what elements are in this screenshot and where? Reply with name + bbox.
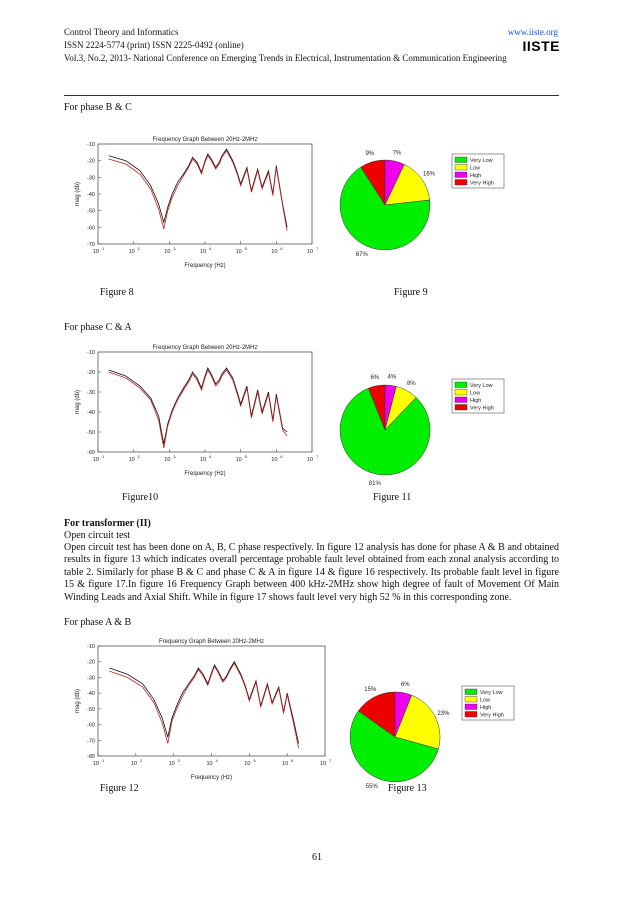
- journal-name: Control Theory and Informatics: [64, 27, 179, 37]
- pie-value-label: 8%: [406, 380, 416, 387]
- y-tick-label: -80: [87, 754, 95, 760]
- pie-value-label: 4%: [387, 374, 397, 381]
- x-tick-exponent: 1: [102, 246, 105, 251]
- y-axis-label: mag (db): [75, 688, 81, 714]
- x-tick-label: 10: [128, 457, 135, 463]
- x-tick-label: 10: [199, 457, 207, 463]
- y-tick-label: -30: [87, 175, 95, 182]
- figure-caption-9: Figure 9: [394, 287, 428, 298]
- legend-swatch: [465, 689, 477, 695]
- legend-swatch: [455, 405, 467, 411]
- journal-url[interactable]: www.iiste.org: [507, 27, 558, 37]
- x-tick-exponent: 2: [137, 454, 140, 459]
- y-tick-label: -30: [87, 390, 95, 396]
- x-tick-label: 10: [164, 249, 171, 255]
- legend-swatch: [455, 172, 467, 178]
- pie-value-label: 15%: [364, 687, 377, 693]
- x-tick-label: 10: [306, 249, 314, 255]
- y-tick-label: -60: [87, 722, 95, 729]
- y-tick-label: -50: [87, 208, 95, 215]
- section-label-ca: For phase C & A: [64, 322, 132, 333]
- figure-caption-10: Figure10: [122, 492, 159, 503]
- y-tick-label: -10: [87, 142, 95, 148]
- x-axis-label: Frequency (Hz): [184, 471, 226, 477]
- x-tick-exponent: 6: [291, 758, 294, 763]
- pie-value-label: 55%: [365, 783, 378, 790]
- figure-caption-11: Figure 11: [373, 492, 412, 503]
- y-tick-label: -60: [87, 225, 95, 232]
- x-tick-exponent: 2: [139, 758, 143, 763]
- x-tick-exponent: 7: [329, 758, 332, 763]
- x-tick-exponent: 4: [215, 758, 218, 763]
- y-tick-label: -40: [87, 192, 95, 198]
- x-tick-label: 10: [271, 457, 278, 463]
- y-tick-label: -50: [87, 430, 95, 436]
- x-tick-exponent: 5: [244, 246, 247, 251]
- y-tick-label: -30: [87, 675, 95, 682]
- y-tick-label: -40: [87, 691, 95, 698]
- x-tick-label: 10: [271, 249, 278, 255]
- x-tick-exponent: 6: [280, 454, 283, 459]
- legend-label: Very Low: [470, 383, 493, 389]
- transformer-subheading: Open circuit test: [64, 530, 131, 541]
- issn-line: ISSN 2224-5774 (print) ISSN 2225-0492 (online): [64, 40, 244, 50]
- frequency-graph-fig12: [68, 634, 333, 784]
- legend-label: Low: [470, 165, 481, 172]
- legend-label: High: [480, 705, 492, 711]
- legend-label: Very Low: [470, 158, 493, 164]
- x-tick-label: 10: [206, 761, 213, 767]
- x-tick-exponent: 6: [280, 246, 283, 251]
- x-tick-exponent: 5: [244, 454, 247, 459]
- y-tick-label: -10: [87, 350, 95, 356]
- x-tick-label: 10: [92, 249, 100, 255]
- y-axis-label: mag (db): [75, 389, 81, 415]
- x-tick-exponent: 4: [209, 454, 212, 459]
- x-tick-label: 10: [319, 761, 327, 767]
- x-tick-label: 10: [282, 761, 289, 767]
- transformer-paragraph: Open circuit test has been done on A, B, C phase respectively. In figure 12 analysis has done for phase A & B and obtained results in figure 13 which indicates overall percentage probable fault level obtained from each zonal analysis according to table 2. Similarly for phase B & C and phase C & A in figure 14 & figure 16 respectively. Its probable fault level in figure 15 & figure 17.In figure 16 Frequency Graph between 400 kHz-2MHz show high degree of fault of Movement Of Main Winding Leads and Axial Shift. While in figure 17 shows fault level very high 52 % in this corresponding zone.: [64, 542, 559, 603]
- legend-swatch: [455, 165, 467, 171]
- legend-label: Very Low: [480, 690, 503, 696]
- legend-swatch: [455, 397, 467, 403]
- page-number: 61: [312, 852, 322, 863]
- x-tick-exponent: 1: [102, 758, 105, 763]
- x-tick-exponent: 7: [316, 246, 319, 251]
- x-tick-label: 10: [130, 761, 137, 767]
- x-axis-label: Frequency (Hz): [190, 775, 233, 781]
- iiste-logo: IISTE: [522, 38, 560, 54]
- section-label-ab: For phase A & B: [64, 617, 132, 628]
- legend-label: Low: [470, 390, 481, 397]
- legend-swatch: [465, 697, 477, 703]
- y-tick-label: -40: [87, 410, 95, 416]
- legend-label: High: [470, 398, 482, 404]
- x-tick-exponent: 7: [316, 454, 319, 459]
- transformer-heading: For transformer (II): [64, 518, 151, 529]
- legend-swatch: [455, 180, 467, 186]
- y-tick-label: -50: [87, 706, 95, 713]
- x-tick-label: 10: [128, 249, 135, 255]
- legend-swatch: [455, 157, 467, 163]
- x-tick-label: 10: [235, 249, 242, 255]
- x-tick-exponent: 4: [209, 246, 212, 251]
- legend-label: Very High: [480, 712, 504, 719]
- y-tick-label: -20: [87, 659, 95, 666]
- frequency-graph-fig10: [68, 340, 320, 480]
- x-tick-label: 10: [235, 457, 242, 463]
- plot-area: [98, 352, 312, 452]
- y-axis-label: mag (db): [75, 181, 81, 207]
- pie-value-label: 81%: [368, 481, 381, 487]
- y-tick-label: -20: [87, 370, 95, 376]
- chart-title: Frequency Graph Between 20Hz-2MHz: [152, 137, 258, 143]
- x-tick-label: 10: [168, 761, 175, 767]
- y-tick-label: -60: [87, 450, 95, 456]
- x-tick-exponent: 1: [102, 454, 105, 459]
- section-label-bc: For phase B & C: [64, 102, 132, 113]
- y-tick-label: -70: [87, 242, 95, 248]
- pie-value-label: 9%: [365, 151, 375, 158]
- figure-caption-13: Figure 13: [388, 783, 427, 794]
- x-tick-label: 10: [306, 457, 314, 463]
- pie-value-label: 7%: [392, 150, 402, 157]
- x-tick-label: 10: [92, 761, 100, 767]
- pie-value-label: 16%: [422, 171, 436, 178]
- y-tick-label: -70: [87, 738, 95, 745]
- pie-value-label: 67%: [355, 251, 368, 258]
- x-tick-exponent: 5: [253, 758, 256, 763]
- chart-title: Frequency Graph Between 20Hz-2MHz: [152, 345, 258, 351]
- pie-chart-fig11: [330, 374, 560, 487]
- x-tick-exponent: 3: [173, 454, 176, 459]
- y-tick-label: -10: [87, 644, 95, 650]
- x-axis-label: Frequency (Hz): [184, 263, 226, 269]
- x-tick-label: 10: [244, 761, 251, 767]
- legend-label: High: [470, 173, 482, 179]
- x-tick-exponent: 3: [177, 758, 180, 763]
- x-tick-exponent: 3: [173, 246, 176, 251]
- figure-caption-12: Figure 12: [100, 783, 139, 794]
- legend-swatch: [455, 390, 467, 396]
- x-tick-label: 10: [164, 457, 171, 463]
- pie-value-label: 6%: [370, 375, 380, 381]
- chart-title: Frequency Graph Between 20Hz-2MHz: [158, 639, 265, 645]
- pie-value-label: 23%: [437, 711, 450, 717]
- legend-label: Low: [480, 697, 491, 704]
- plot-area: [98, 144, 312, 244]
- frequency-graph-fig8: [68, 132, 320, 272]
- legend-swatch: [455, 382, 467, 388]
- pie-chart-fig9: [330, 150, 560, 258]
- y-tick-label: -20: [87, 158, 95, 165]
- header-rule: [64, 95, 559, 96]
- plot-area: [98, 646, 325, 756]
- legend-swatch: [465, 712, 477, 718]
- x-tick-exponent: 2: [137, 246, 140, 251]
- legend-label: Very High: [470, 180, 494, 187]
- x-tick-label: 10: [92, 457, 100, 463]
- x-tick-label: 10: [199, 249, 207, 255]
- pie-value-label: 6%: [400, 682, 410, 688]
- volume-line: Vol.3, No.2, 2013- National Conference on Emerging Trends in Electrical, Instrumentation & Communication Engineering: [64, 53, 507, 63]
- figure-caption-8: Figure 8: [100, 287, 134, 298]
- legend-label: Very High: [470, 405, 494, 412]
- legend-swatch: [465, 704, 477, 710]
